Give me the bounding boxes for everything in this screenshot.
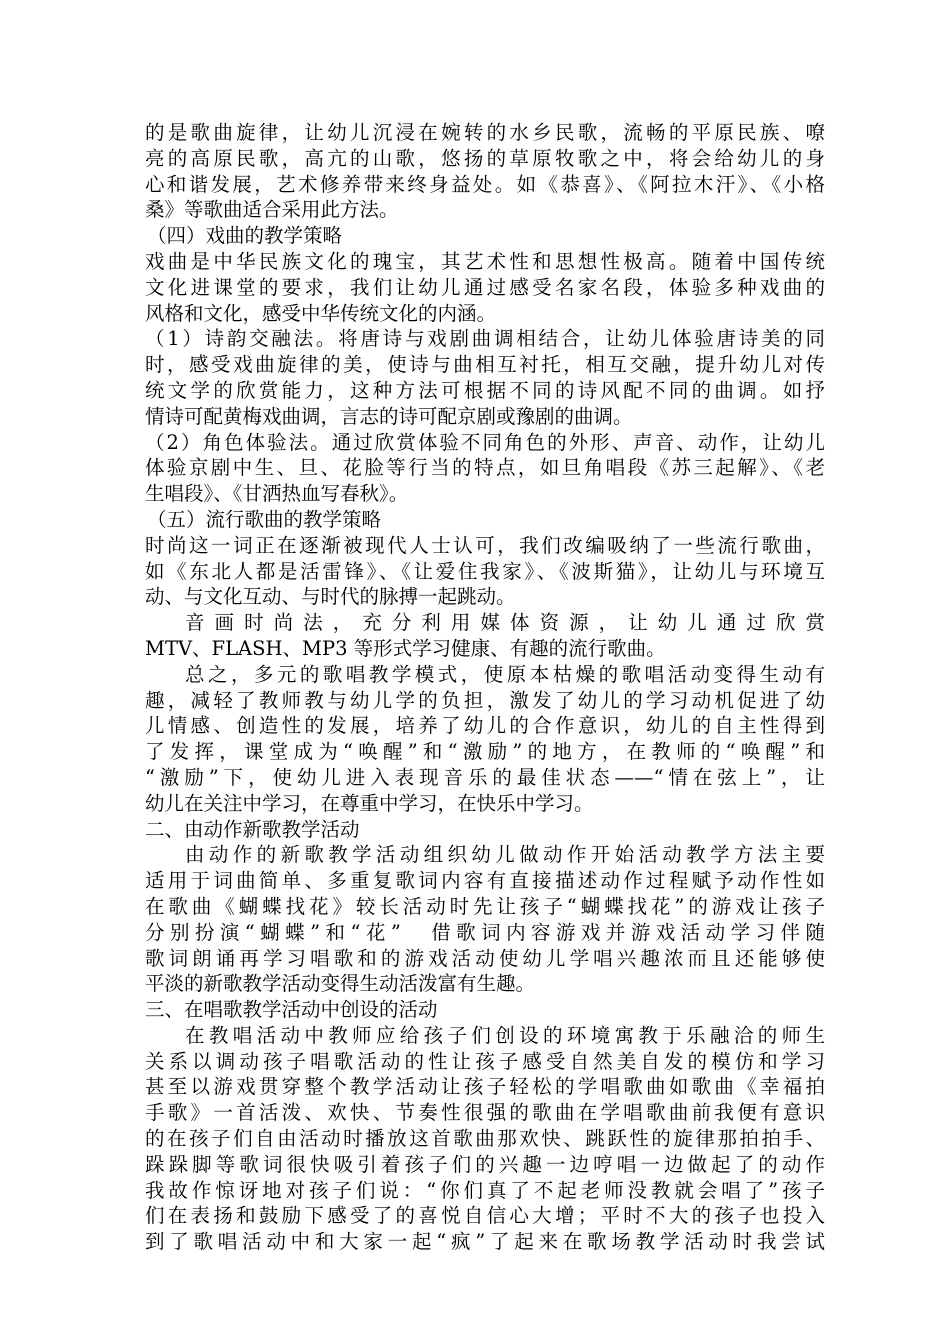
document-body xyxy=(145,120,825,1255)
text-line: 到了歌唱活动中和大家一起“疯”了起来在歌场教学活动时我尝试 xyxy=(145,1230,825,1254)
text-line: 由动作的新歌教学活动组织幼儿做动作开始活动教学方法主要 xyxy=(185,843,825,867)
text-line: 风格和文化，感受中华传统文化的内涵。 xyxy=(145,301,497,325)
text-line: 戏曲是中华民族文化的瑰宝，其艺术性和思想性极高。随着中国传统 xyxy=(145,249,825,273)
text-line: 生唱段》、《甘洒热血写春秋》。 xyxy=(145,482,409,506)
text-line: 了发挥，课堂成为“唤醒”和“激励”的地方，在教师的“唤醒”和 xyxy=(145,740,825,764)
text-line: 音 画 时 尚 法 ， 充 分 利 用 媒 体 资 源 ， 让 幼 儿 通 过 欣 赏 xyxy=(185,611,825,635)
text-line: 三、在唱歌教学活动中创设的活动 xyxy=(145,998,438,1022)
text-line: 适用于词曲简单、多重复歌词内容有直接描述动作过程赋予动作性如 xyxy=(145,869,825,893)
text-line: 心和谐发展，艺术修养带来终身益处。如《恭喜》、《阿拉木汗》、《小格 xyxy=(145,172,825,196)
text-line: 的在孩子们自由活动时播放这首歌曲那欢快、跳跃性的旋律那拍拍手、 xyxy=(145,1127,825,1151)
text-line: 亮的高原民歌，高亢的山歌，悠扬的草原牧歌之中，将会给幼儿的身 xyxy=(145,146,825,170)
text-line: 文化进课堂的要求，我们让幼儿通过感受名家名段，体验多种戏曲的 xyxy=(145,275,825,299)
text-line: 二、由动作新歌教学活动 xyxy=(145,817,360,841)
text-line: 手歌》一首活泼、欢快、节奏性很强的歌曲在学唱歌曲前我便有意识 xyxy=(145,1101,825,1125)
text-line: MTV、FLASH、MP3 等形式学习健康、有趣的流行歌曲。 xyxy=(145,636,666,660)
text-line: 动、与文化互动、与时代的脉搏一起跳动。 xyxy=(145,585,516,609)
text-line: 歌词朗诵再学习唱歌和的游戏活动使幼儿学唱兴趣浓而且还能够使 xyxy=(145,946,825,970)
text-line: 情诗可配黄梅戏曲调，言志的诗可配京剧或豫剧的曲调。 xyxy=(145,404,633,428)
text-line: 在教唱活动中教师应给孩子们创设的环境寓教于乐融洽的师生 xyxy=(185,1023,825,1047)
text-line: （四）戏曲的教学策略 xyxy=(147,224,343,248)
text-line: 时尚这一词正在逐渐被现代人士认可，我们改编吸纳了一些流行歌曲， xyxy=(145,533,825,557)
text-line: 关系以调动孩子唱歌活动的性让孩子感受自然美自发的模仿和学习 xyxy=(145,1049,825,1073)
text-line: 幼儿在关注中学习，在尊重中学习，在快乐中学习。 xyxy=(145,791,594,815)
text-line: （2）角色体验法。通过欣赏体验不同角色的外形、声音、动作，让幼儿 xyxy=(145,430,825,454)
text-line: 统文学的欣赏能力，这种方法可根据不同的诗风配不同的曲调。如抒 xyxy=(145,378,825,402)
text-line: “激励”下，使幼儿进入表现音乐的最佳状态——“情在弦上”，让 xyxy=(145,765,825,789)
text-line: （五）流行歌曲的教学策略 xyxy=(147,507,382,531)
text-line: 分别扮演“蝴蝶”和“花” 借歌词内容游戏并游戏活动学习伴随 xyxy=(145,920,825,944)
text-line: 桑》等歌曲适合采用此方法。 xyxy=(145,198,399,222)
text-line: 如《东北人都是活雷锋》、《让爱住我家》、《波斯猫》，让幼儿与环境互 xyxy=(145,559,825,583)
text-line: 的是歌曲旋律，让幼儿沉浸在婉转的水乡民歌，流畅的平原民族、嘹 xyxy=(145,121,825,144)
text-line: 时，感受戏曲旋律的美，使诗与曲相互衬托，相互交融，提升幼儿对传 xyxy=(145,353,825,377)
text-line: 趣，减轻了教师教与幼儿学的负担，激发了幼儿的学习动机促进了幼 xyxy=(145,688,825,712)
text-line: 跺跺脚等歌词很快吸引着孩子们的兴趣一边哼唱一边做起了的动作 xyxy=(145,1152,825,1176)
text-line: 在歌曲《蝴蝶找花》较长活动时先让孩子“蝴蝶找花”的游戏让孩子 xyxy=(145,894,825,918)
text-line: 们在表扬和鼓励下感受了的喜悦自信心大增；平时不大的孩子也投入 xyxy=(145,1204,825,1228)
text-line: 体验京剧中生、旦、花脸等行当的特点，如旦角唱段《苏三起解》、《老 xyxy=(145,456,825,480)
text-line: 总之，多元的歌唱教学模式，使原本枯燥的歌唱活动变得生动有 xyxy=(185,662,825,686)
text-line: （1）诗韵交融法。将唐诗与戏剧曲调相结合，让幼儿体验唐诗美的同 xyxy=(145,327,825,351)
text-line: 平淡的新歌教学活动变得生动活泼富有生趣。 xyxy=(145,972,536,996)
text-line: 我故作惊讶地对孩子们说：“你们真了不起老师没教就会唱了”孩子 xyxy=(145,1178,825,1202)
text-line: 甚至以游戏贯穿整个教学活动让孩子轻松的学唱歌曲如歌曲《幸福拍 xyxy=(145,1075,825,1099)
text-line: 儿情感、创造性的发展，培养了幼儿的合作意识，幼儿的自主性得到 xyxy=(145,714,825,738)
